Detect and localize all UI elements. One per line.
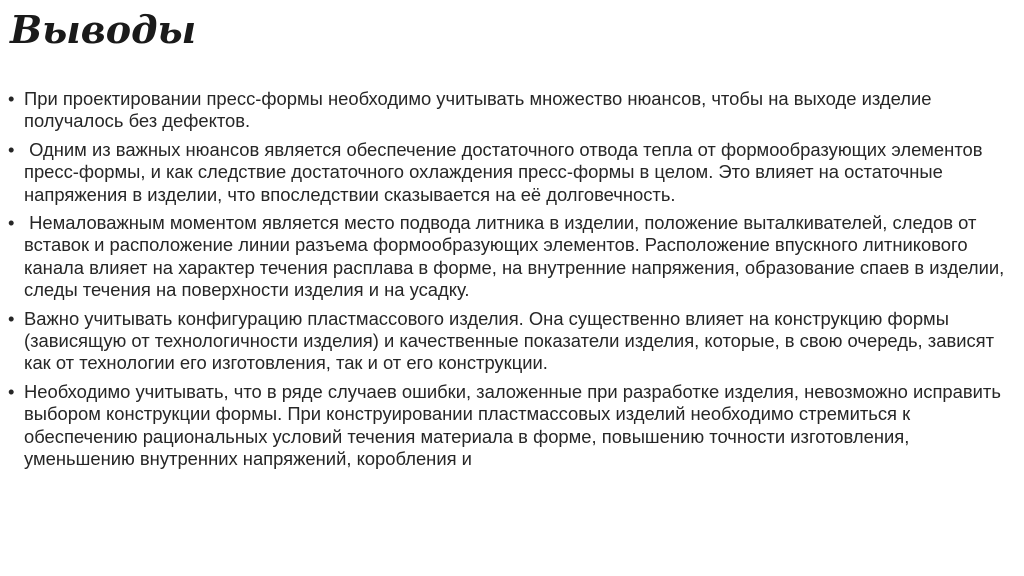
bullet-item [0, 139, 1010, 206]
bullet-text: Необходимо учитывать, что в ряде случаев ошибки, заложенные при разработке изделия, невозможно исправить выбором конструкции формы. При конструировании пластмассовых изделий необходимо стремиться к обеспечению рациональных условий течения материала в форме, повышению точности изготовления, уменьшению внутренних напряжений, коробления и [24, 380, 1007, 470]
bullet-text: Немаловажным моментом является место подвода литника в изделии, положение выталкивателей, следов от вставок и расположение линии разъема формообразующих элементов. Расположение впускного литникового канала влияет на характер течения расплава в форме, на внутренние напряжения, образование спаев в изделии, следы течения на поверхности изделия и на усадку. [24, 212, 1010, 301]
bullet-text: При проектировании пресс-формы необходимо учитывать множество нюансов, чтобы на выходе изделие получалось без дефектов. [24, 88, 937, 132]
bullet-dot-icon: • [8, 212, 15, 234]
bullet-item [0, 381, 1010, 471]
bullet-item [0, 212, 1010, 302]
bullet-dot-icon: • [8, 380, 15, 402]
bullet-text: Одним из важных нюансов является обеспечение достаточного отвода тепла от формообразующих элементов пресс-формы, и как следствие достаточного охлаждения пресс-формы в целом. Это влияет на остаточные напряжения в изделии, что впоследствии сказывается на её долговечность. [24, 138, 988, 205]
bullet-dot-icon: • [8, 88, 15, 109]
slide-title: Выводы [10, 7, 197, 52]
bullet-dot-icon: • [8, 307, 15, 329]
bullet-list [0, 88, 1010, 477]
bullet-text: Важно учитывать конфигурацию пластмассового изделия. Она существенно влияет на конструкцию формы (зависящую от технологичности изделия) и качественные показатели изделия, которые, в свою очередь, зависят как от технологии его изготовления, так и от его конструкции. [24, 307, 1000, 374]
bullet-dot-icon: • [8, 138, 15, 160]
bullet-item [0, 88, 1010, 133]
bullet-item [0, 308, 1010, 375]
